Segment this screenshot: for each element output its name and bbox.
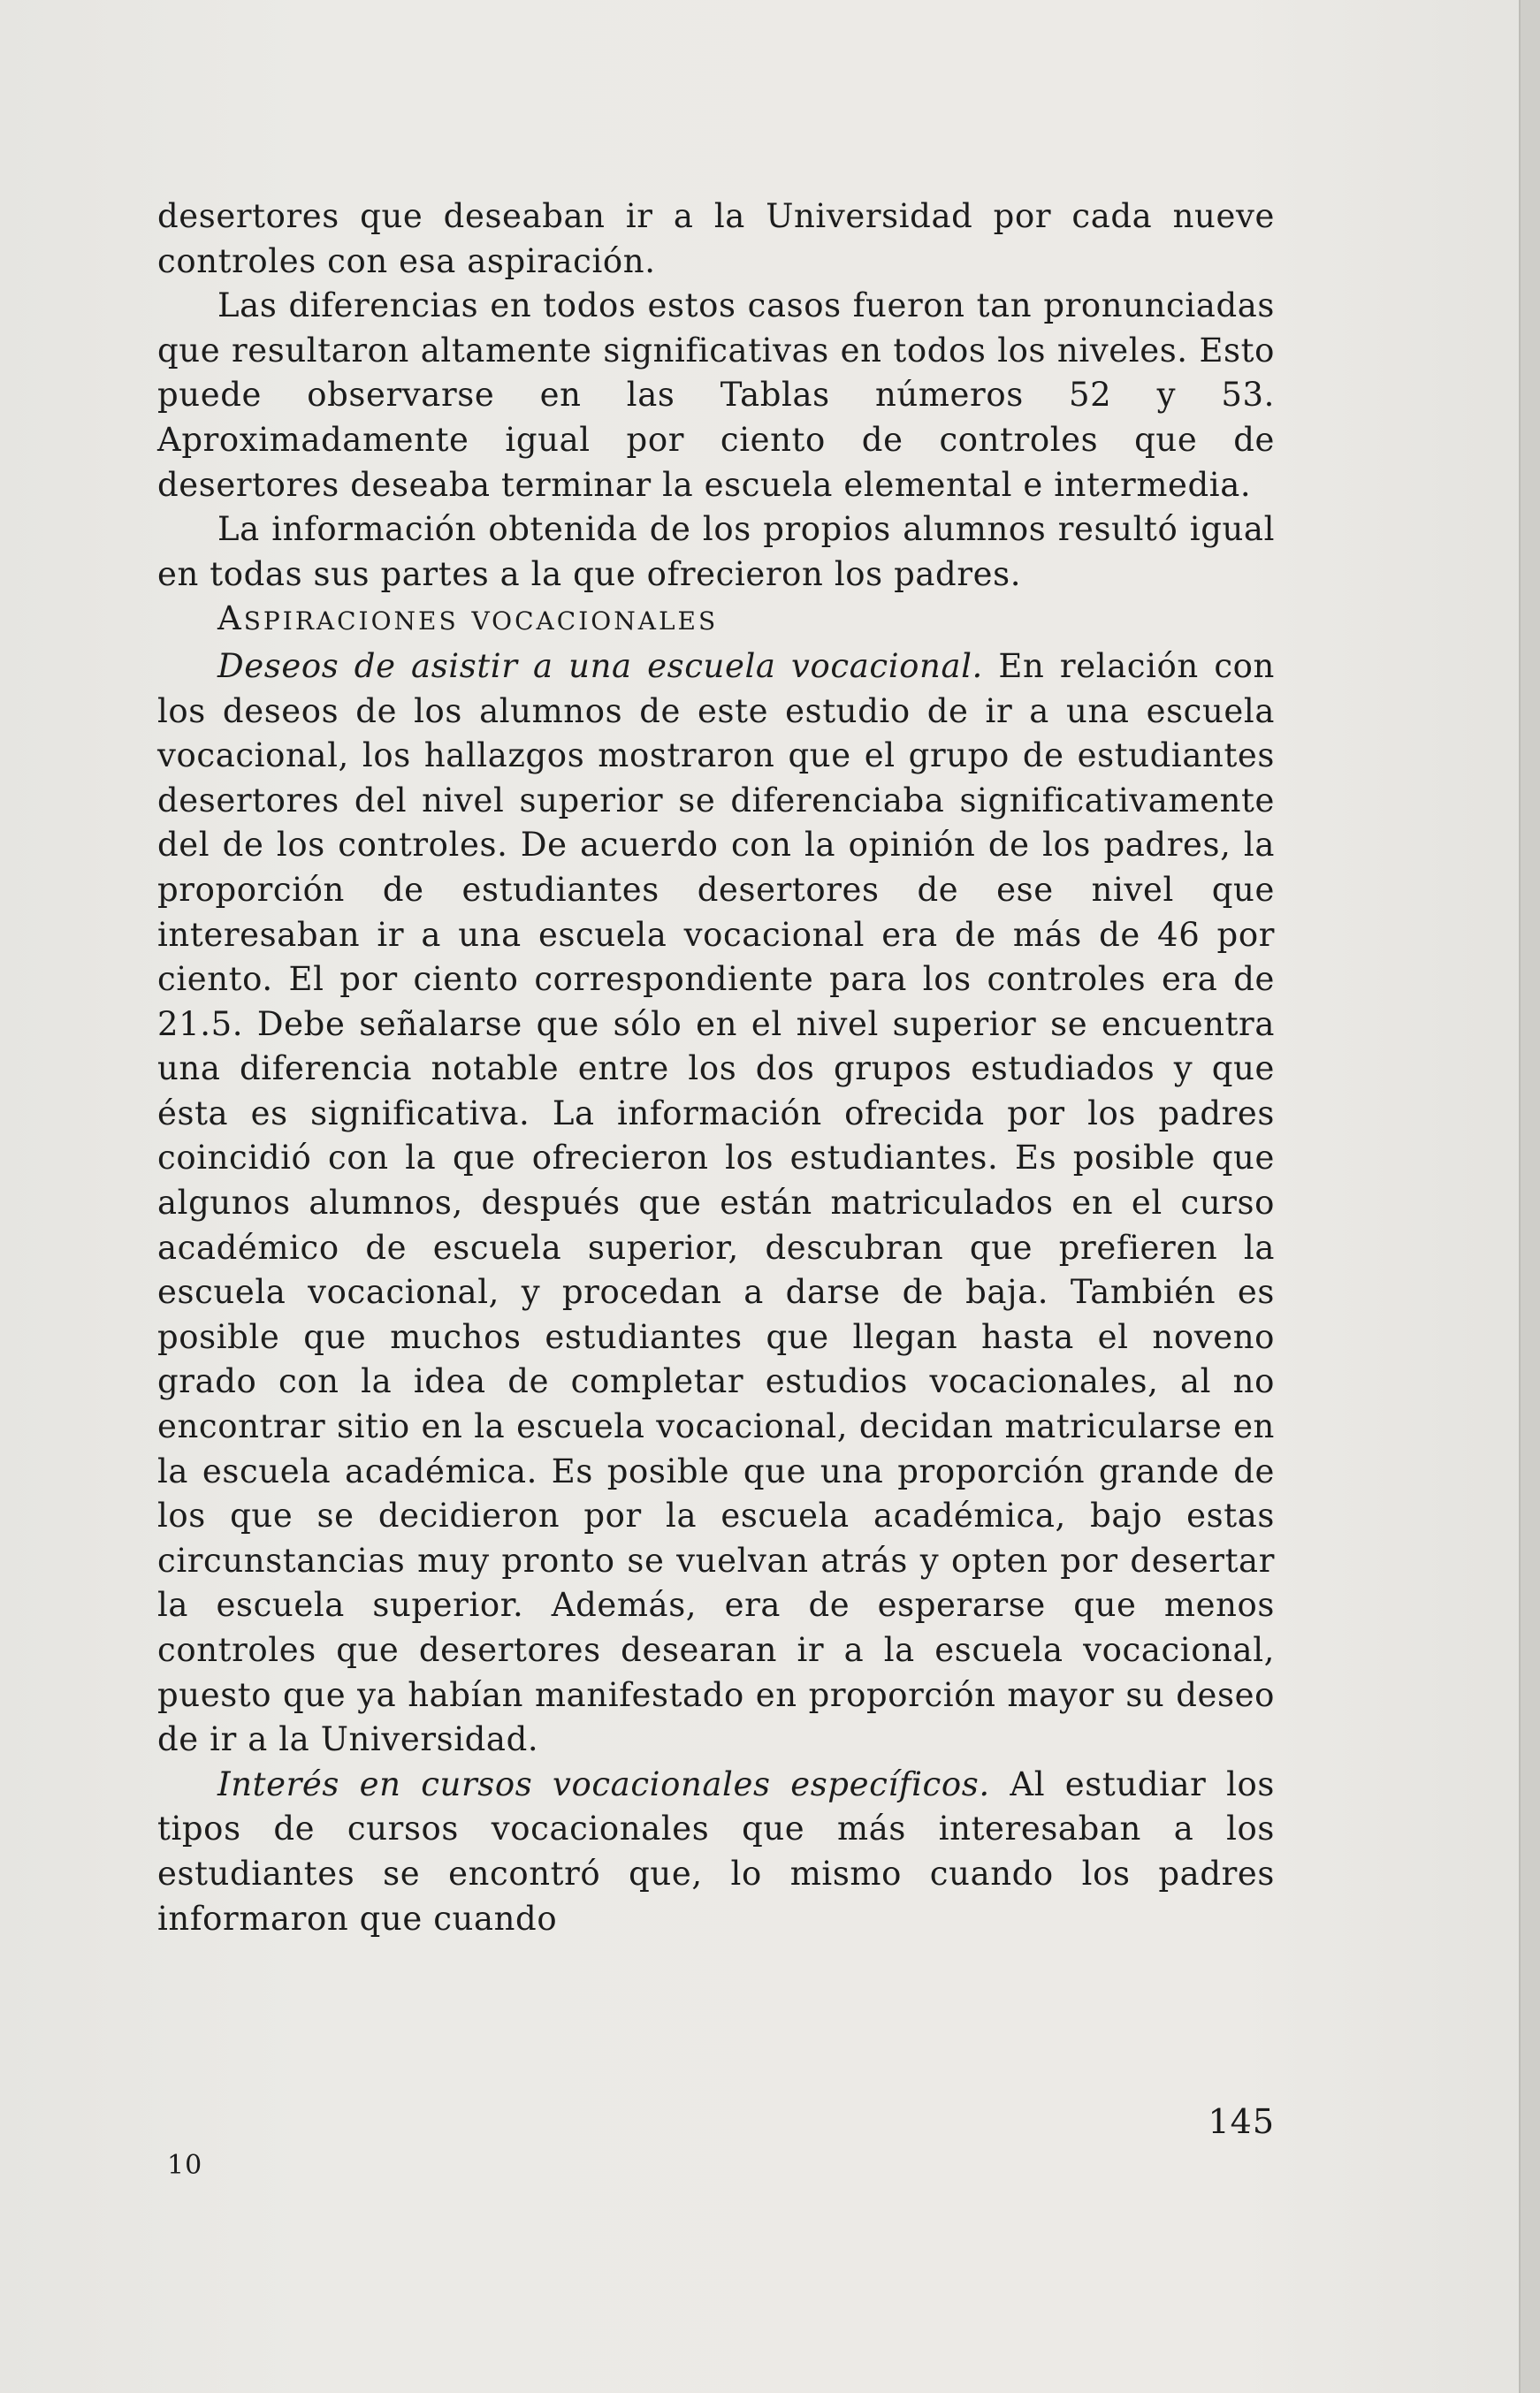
- paragraph-differences: Las diferencias en todos estos casos fueron tan pronunciadas que resultaron altamente significativas en todos los niveles. Esto puede observarse en las Tablas números 52 y 53. Aproximadamente igual por ciento de controles que de desertores deseaba terminar la escuela elemental e intermedia.: [157, 286, 1275, 504]
- paragraph-information: La información obtenida de los propios alumnos resultó igual en todas sus partes a la que ofrecieron los padres.: [157, 510, 1275, 593]
- page-number: 145: [1208, 2102, 1275, 2141]
- paragraph-vocational-school: [157, 644, 1275, 1763]
- page-edge: [1519, 0, 1540, 2393]
- section-heading-initial: A: [217, 599, 244, 638]
- paragraph-interest-lead: Interés en cursos vocacionales específicos.: [217, 1764, 990, 1803]
- section-heading-word-1: SPIRACIONES: [243, 606, 459, 636]
- signature-mark: 10: [167, 2150, 203, 2181]
- paragraph-vocational-lead: Deseos de asistir a una escuela vocacional.: [217, 646, 983, 685]
- section-heading: [157, 597, 1275, 644]
- section-heading-word-2: VOCACIONALES: [471, 606, 719, 636]
- paragraph-vocational-body: En relación con los deseos de los alumnos de este estudio de ir a una escuela vocacional, los hallazgos mostraron que el grupo de estudiantes desertores del nivel superior se diferenciaba significativamente del de los controles. De acuerdo con la opinión de los padres, la proporción de estudiantes desertores de ese nivel que interesaban ir a una escuela vocacional era de más de 46 por ciento. El por ciento correspondiente para los controles era de 21.5. Debe señalarse que sólo en el nivel superior se encuentra una diferencia notable entre los dos grupos estudiados y que ésta es significativa. La información ofrecida por los padres coincidió con la que ofrecieron los estudiantes. Es posible que algunos alumnos, después que están matriculados en el curso académico de escuela superior, descubran que prefieren la escuela vocacional, y procedan a darse de baja. También es posible que muchos estudiantes que llegan hasta el noveno grado con la idea de completar estudios vocacionales, al no encontrar sitio en la escuela vocacional, decidan matricularse en la escuela académica. Es posible que una proporción grande de los que se decidieron por la escuela académica, bajo estas circunstancias muy pronto se vuelvan atrás y opten por desertar la escuela superior. Además, era de esperarse que menos controles que desertores desearan ir a la escuela vocacional, puesto que ya habían manifestado en proporción mayor su deseo de ir a la Universidad.: [157, 646, 1275, 1759]
- paragraph-specific-courses: [157, 1763, 1275, 1941]
- body-text: [157, 194, 1275, 1941]
- paragraph-interest-body: Al estudiar los tipos de cursos vocacionales que más interesaban a los estudiantes se encontró que, lo mismo cuando los padres informaron que cuando: [157, 1764, 1275, 1938]
- paragraph-continuation: desertores que deseaban ir a la Universidad por cada nueve controles con esa aspiración.: [157, 197, 1275, 280]
